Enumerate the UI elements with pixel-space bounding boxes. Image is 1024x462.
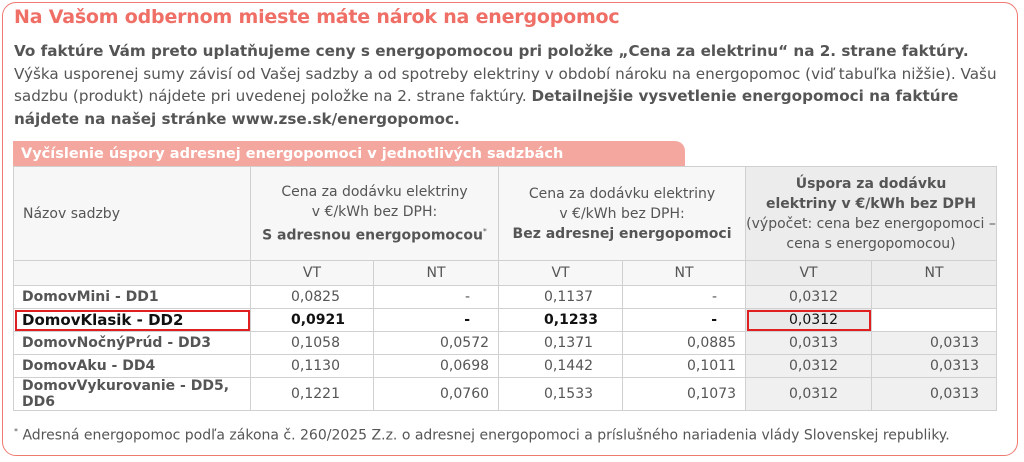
cell-with-vt: 0,1130 — [251, 355, 374, 378]
cell-savings-vt: 0,0313 — [746, 332, 872, 355]
table-row — [14, 378, 997, 411]
savings-table — [13, 166, 997, 411]
cell-without-nt: 0,1011 — [623, 355, 746, 378]
table-row-highlighted — [14, 309, 997, 332]
header-col2-line3: Bez adresnej energopomoci — [512, 225, 732, 242]
cell-savings-vt: 0,0312 — [746, 286, 872, 309]
subheader-nt: NT — [872, 261, 997, 286]
cell-without-vt: 0,1137 — [499, 286, 623, 309]
header-col3-line2: elektriny v €/kWh bez DPH — [765, 195, 977, 212]
subheader-nt: NT — [374, 261, 499, 286]
header-col2-line2: v €/kWh bez DPH: — [559, 205, 685, 222]
cell-savings-vt: 0,0312 — [746, 378, 872, 411]
cell-with-vt: 0,1221 — [251, 378, 374, 411]
page-title: Na Vašom odbernom mieste máte nárok na energopomoc — [14, 6, 620, 28]
header-col3-line4: cena s energopomocou) — [786, 235, 956, 252]
cell-with-nt: 0,0572 — [374, 332, 499, 355]
table-title: Vyčíslenie úspory adresnej energopomoci v jednotlivých sadzbách — [13, 141, 685, 166]
cell-savings-nt — [872, 309, 997, 332]
cell-with-vt: 0,0921 — [251, 309, 374, 332]
table-row — [14, 355, 997, 378]
header-without-energopomoc — [499, 167, 746, 261]
cell-with-nt: - — [374, 286, 499, 309]
table-row — [14, 286, 997, 309]
header-savings — [746, 167, 997, 261]
rate-name: DomovAku - DD4 — [14, 355, 251, 378]
intro-bold-2: Detailnejšie vysvetlenie energopomoci na faktúre nájdete na našej stránke www.zse.sk/energopomoc. — [14, 87, 959, 128]
subheader-vt: VT — [746, 261, 872, 286]
header-row — [14, 167, 997, 261]
rate-name: DomovVykurovanie - DD5, DD6 — [14, 378, 251, 411]
intro-paragraph — [14, 40, 1004, 130]
header-col3-line1: Úspora za dodávku — [795, 175, 947, 192]
header-col2-line1: Cena za dodávku elektriny — [528, 185, 716, 202]
intro-text: Výška usporenej sumy závisí od Vašej sadzby a od spotreby elektriny v období nároku na energopomoc (viď tabuľka nižšie). Vašu sadzbu (produkt) nájdete pri uvedenej položke na 2. strane faktúry. — [14, 64, 997, 105]
table-row — [14, 332, 997, 355]
cell-without-vt: 0,1233 — [499, 309, 623, 332]
cell-savings-nt: 0,0313 — [872, 378, 997, 411]
cell-without-nt: - — [623, 309, 746, 332]
header-col1-line1: Cena za dodávku elektriny — [281, 183, 468, 200]
footnote-marker: * — [482, 226, 487, 236]
cell-savings-vt: 0,0312 — [746, 355, 872, 378]
cell-without-nt: 0,1073 — [623, 378, 746, 411]
header-col1-line3: S adresnou energopomocou — [262, 227, 483, 244]
footnote-marker: * — [14, 427, 18, 436]
subheader-nt: NT — [623, 261, 746, 286]
footnote-text: Adresná energopomoc podľa zákona č. 260/2025 Z.z. o adresnej energopomoci a príslušného nariadenia vlády Slovenskej republiky. — [18, 427, 950, 444]
rate-name: DomovMini - DD1 — [14, 286, 251, 309]
subheader-vt: VT — [251, 261, 374, 286]
cell-savings-vt-highlighted: 0,0312 — [746, 309, 872, 332]
cell-without-vt: 0,1442 — [499, 355, 623, 378]
rate-name: DomovNočnýPrúd - DD3 — [14, 332, 251, 355]
cell-with-nt: 0,0760 — [374, 378, 499, 411]
cell-without-nt: - — [623, 286, 746, 309]
header-col3-line3: (výpočet: cena bez energopomoci – — [746, 215, 996, 232]
cell-with-vt: 0,1058 — [251, 332, 374, 355]
footnote — [14, 427, 950, 444]
cell-with-nt: - — [374, 309, 499, 332]
cell-without-nt: 0,0885 — [623, 332, 746, 355]
cell-with-vt: 0,0825 — [251, 286, 374, 309]
cell-without-vt: 0,1371 — [499, 332, 623, 355]
header-name: Názov sadzby — [14, 167, 251, 261]
header-col1-line2: v €/kWh bez DPH: — [311, 203, 438, 220]
intro-bold-1: Vo faktúre Vám preto uplatňujeme ceny s energopomocou pri položke „Cena za elektrinu“ na 2. strane faktúry. — [14, 42, 969, 60]
cell-with-nt: 0,0698 — [374, 355, 499, 378]
cell-without-vt: 0,1533 — [499, 378, 623, 411]
subheader-vt: VT — [499, 261, 623, 286]
subheader-empty — [14, 261, 251, 286]
subheader-row — [14, 261, 997, 286]
cell-savings-nt — [872, 286, 997, 309]
header-with-energopomoc — [251, 167, 499, 261]
cell-savings-nt: 0,0313 — [872, 332, 997, 355]
cell-savings-nt: 0,0313 — [872, 355, 997, 378]
rate-name-highlighted: DomovKlasik - DD2 — [14, 309, 251, 332]
